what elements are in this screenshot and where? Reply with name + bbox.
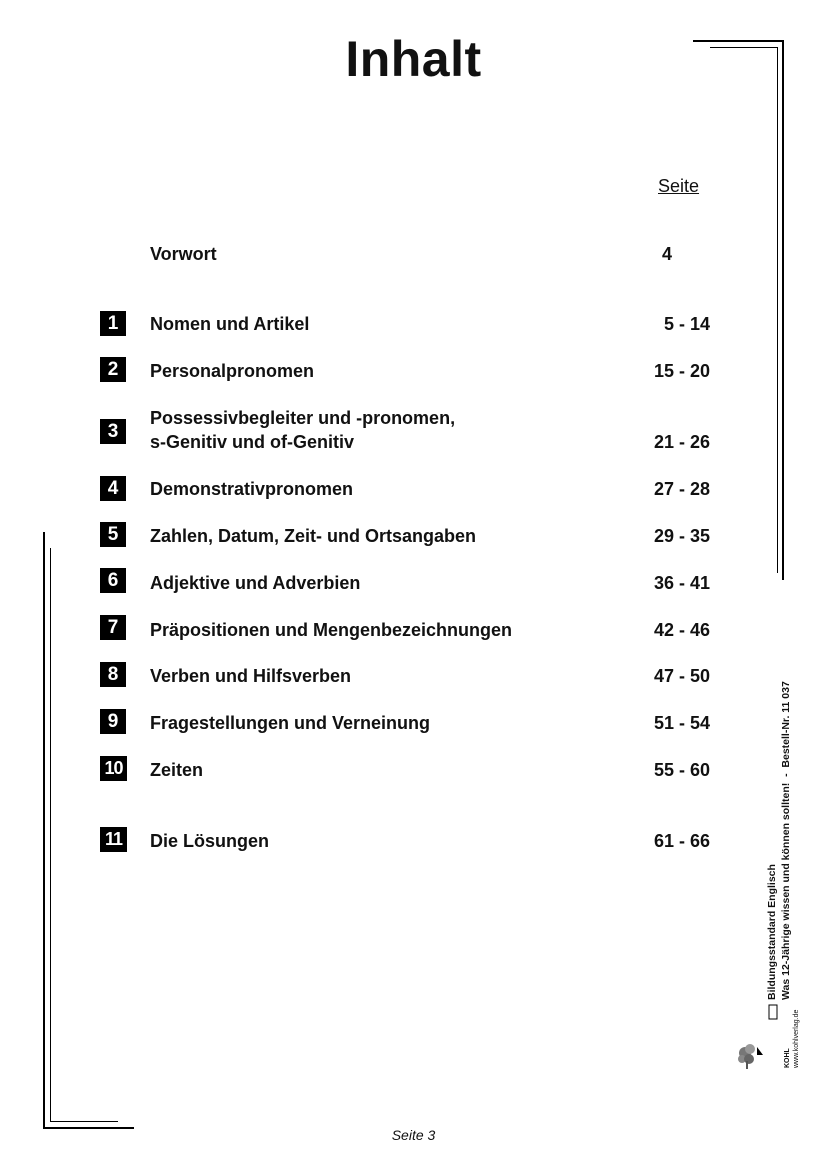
toc-entry-pages: 42 - 46 bbox=[653, 620, 710, 640]
toc-entry-label bbox=[150, 406, 620, 454]
toc-entry-pages: 51 - 54 bbox=[653, 713, 710, 733]
toc-entry-pages: 21 - 26 bbox=[653, 432, 710, 452]
toc-entry-label: Nomen und Artikel bbox=[150, 314, 310, 334]
frame-corner-top-right-outer-h bbox=[693, 40, 784, 42]
frame-corner-top-right-inner-v bbox=[777, 47, 778, 573]
chapter-number-badge: 1 bbox=[100, 311, 126, 336]
seite-column-header: Seite bbox=[658, 176, 700, 196]
chapter-number-badge: 10 bbox=[100, 756, 127, 781]
publication-info-vertical bbox=[765, 637, 793, 1000]
toc-entry-pages: 29 - 35 bbox=[653, 526, 710, 546]
publication-subtitle: Was 12-Jährige wissen und können sollten! - Bestell-Nr. 11 037 bbox=[780, 681, 792, 1000]
toc-entry-label: Die Lösungen bbox=[150, 831, 270, 851]
toc-entry-pages: 4 bbox=[661, 244, 672, 264]
publisher-logo-text: KOHL www.kohlverlag.de bbox=[784, 1009, 800, 1068]
chapter-number-badge: 4 bbox=[100, 476, 126, 501]
toc-entry-label: Zahlen, Datum, Zeit- und Ortsangaben bbox=[150, 526, 477, 546]
toc-entry-label: Personalpronomen bbox=[150, 361, 315, 381]
frame-corner-top-right-outer-v bbox=[782, 40, 784, 580]
chapter-number-badge: 8 bbox=[100, 662, 126, 687]
chapter-number-badge: 5 bbox=[100, 522, 126, 547]
frame-corner-bottom-left-outer-v bbox=[43, 532, 45, 1129]
toc-entry-label: Zeiten bbox=[150, 760, 204, 780]
chapter-number-badge: 7 bbox=[100, 615, 126, 640]
chapter-number-badge: 3 bbox=[100, 419, 126, 444]
chapter-number-badge: 9 bbox=[100, 709, 126, 734]
toc-entry-label-line2: s-Genitiv und of-Genitiv bbox=[150, 432, 355, 452]
frame-corner-bottom-left-inner-h bbox=[50, 1121, 118, 1122]
toc-entry-label: Präpositionen und Mengenbezeichnungen bbox=[150, 620, 513, 640]
toc-entry-pages: 15 - 20 bbox=[653, 361, 710, 381]
toc-entry-pages: 61 - 66 bbox=[653, 831, 710, 851]
toc-entry-label: Fragestellungen und Verneinung bbox=[150, 713, 431, 733]
publication-title: Bildungsstandard Englisch bbox=[766, 864, 778, 1000]
toc-entry-pages: 27 - 28 bbox=[653, 479, 710, 499]
toc-entry-label: Vorwort bbox=[150, 244, 217, 264]
page-title: Inhalt bbox=[345, 31, 482, 87]
tree-logo-icon bbox=[737, 1003, 783, 1071]
publisher-logo bbox=[737, 1003, 783, 1071]
toc-entry-label: Demonstrativpronomen bbox=[150, 479, 354, 499]
toc-entry-label: Adjektive und Adverbien bbox=[150, 573, 361, 593]
frame-corner-bottom-left-inner-v bbox=[50, 548, 51, 1122]
toc-entry-label: Verben und Hilfsverben bbox=[150, 666, 352, 686]
toc-entry-pages: 36 - 41 bbox=[653, 573, 710, 593]
chapter-number-badge: 6 bbox=[100, 568, 126, 593]
toc-entry-pages: 5 - 14 bbox=[663, 314, 710, 334]
toc-entry-label-line1: Possessivbegleiter und -pronomen, bbox=[150, 408, 456, 428]
chapter-number-badge: 11 bbox=[100, 827, 127, 852]
frame-corner-top-right-inner-h bbox=[710, 47, 778, 48]
page-footer: Seite 3 bbox=[391, 1127, 436, 1143]
toc-entry-pages: 47 - 50 bbox=[653, 666, 710, 686]
chapter-number-badge: 2 bbox=[100, 357, 126, 382]
toc-entry-pages: 55 - 60 bbox=[653, 760, 710, 780]
